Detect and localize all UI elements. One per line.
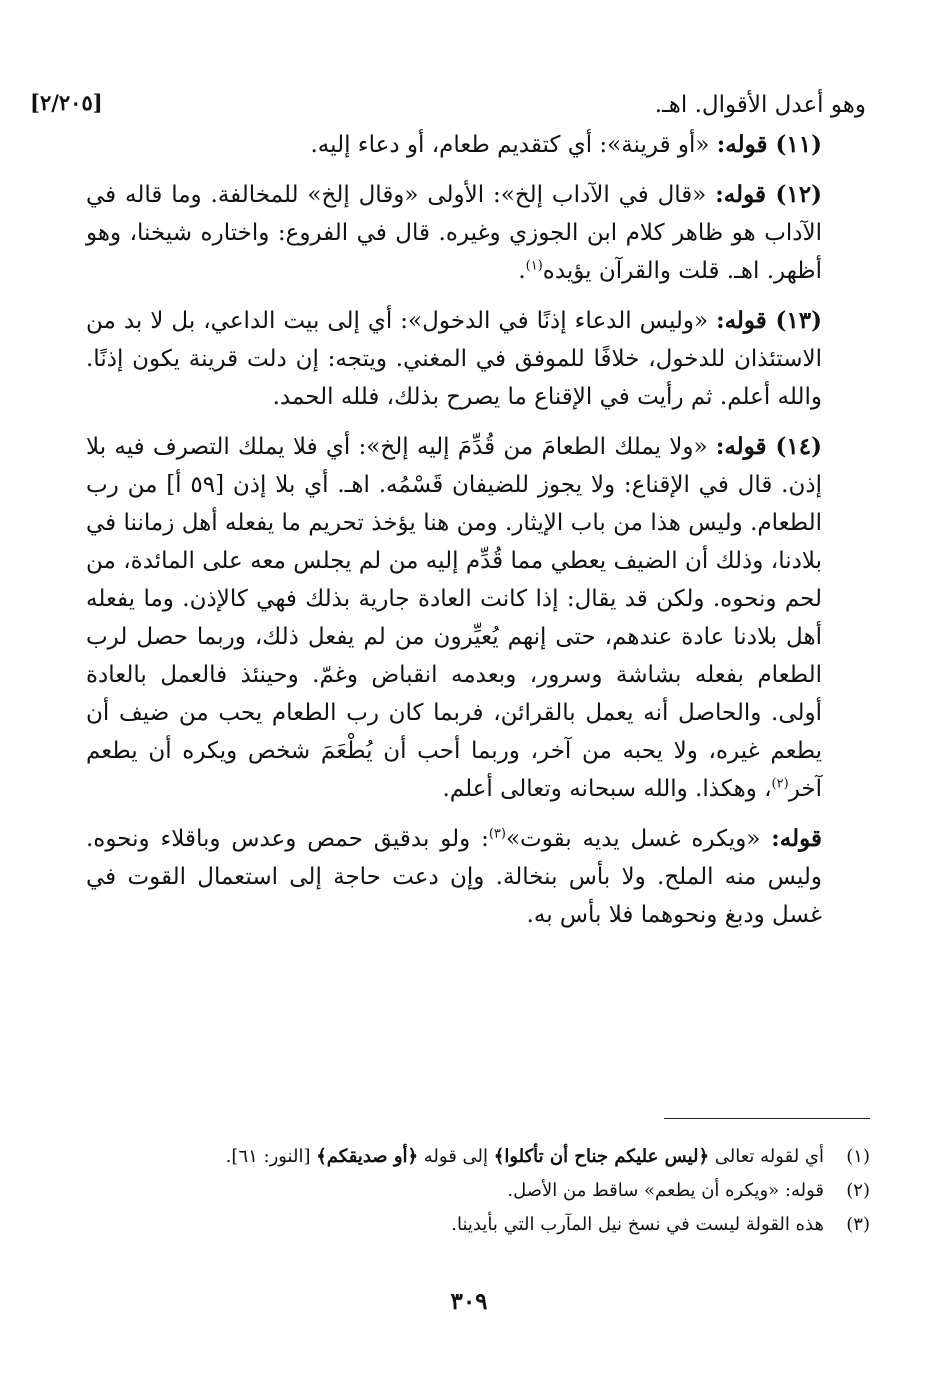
- paragraph-text: «أو قرينة»: أي كتقديم طعام، أو دعاء إليه.: [310, 132, 717, 158]
- paragraph-text-after: ، وهكذا. والله سبحانه وتعالى أعلم.: [442, 776, 772, 802]
- paragraph-text: وهو أعدل الأقوال. اهـ.: [654, 92, 866, 118]
- paragraph-continuation: [86, 86, 866, 124]
- paragraph-label: (١٤) قوله:: [715, 433, 822, 460]
- paragraph-13: [86, 302, 866, 416]
- paragraph-text: «ولا يملك الطعامَ من قُدِّمَ إليه إلخ»: أي فلا يملك التصرف فيه بلا إذن. قال في الإقناع: ولا يجوز للضيفان قَسْمُه. اهـ. أي بلا إذن [٥٩ أ] من رب الطعام. وليس هذا من باب الإيثار. ومن هنا يؤخذ تحريم ما يفعله أهل زماننا في بلادنا، وذلك أن الضيف يعطي مما قُدِّم إليه من لم يجلس معه على المائدة، من لحم ونحوه. ولكن قد يقال: إذا كانت العادة جارية بذلك فهي كالإذن. وما يفعله أهل بلادنا عادة عندهم، حتى إنهم يُعيِّرون من لم يفعل ذلك، وربما حصل لرب الطعام بفعله بشاشة وسرور، وبعدمه انقباض وغمّ. وحينئذ فالعمل بالعادة أولى. والحاصل أنه يعمل بالقرائن، فربما كان رب الطعام يحب من ضيف أن يطعم غيره، ولا يحبه من آخر، وربما أحب أن يُطْعَمَ شخص ويكره أن يطعم آخر: [86, 434, 823, 802]
- volume-page-reference: [٢/٢٠٥]: [30, 90, 103, 115]
- quran-quote: ﴿ليس عليكم جناح أن تأكلوا﴾: [493, 1146, 710, 1167]
- footnote-3: [86, 1208, 870, 1242]
- paragraph-12: [86, 176, 866, 290]
- footnote-number: (٢): [846, 1180, 870, 1201]
- paragraph-label: (١١) قوله:: [716, 131, 822, 158]
- paragraph-11: [86, 126, 866, 164]
- footnote-text: [226, 1140, 824, 1174]
- paragraph-qawluhu: [86, 820, 866, 934]
- footnote-marker: (٣): [488, 826, 506, 842]
- footnote-1: [86, 1140, 870, 1174]
- footnote-number: (١): [846, 1146, 870, 1167]
- paragraph-text-after: .: [518, 258, 526, 284]
- footnote-marker: (١): [525, 258, 543, 274]
- paragraph-label: قوله:: [771, 825, 822, 852]
- footnote-number: (٣): [846, 1214, 870, 1235]
- paragraph-label: (١٣) قوله:: [716, 307, 822, 334]
- footnote-text: هذه القولة ليست في نسخ نيل المآرب التي بأيدينا.: [451, 1214, 824, 1235]
- footnotes: [86, 1140, 870, 1242]
- paragraph-text: «ويكره غسل يديه بقوت»: [505, 826, 772, 852]
- footnote-text-part: [النور: ٦١].: [225, 1146, 317, 1167]
- quran-quote: ﴿أو صديقكم﴾: [316, 1146, 419, 1167]
- paragraph-text-after: : ولو بدقيق حمص وعدس وباقلاء ونحوه. وليس منه الملح. ولا بأس بنخالة. وإن دعت حاجة إلى استعمال القوت في غسل ودبغ ونحوهما فلا بأس به.: [86, 826, 822, 928]
- footnote-text: قوله: «ويكره أن يطعم» ساقط من الأصل.: [507, 1180, 824, 1201]
- paragraph-14: [86, 428, 866, 808]
- main-text: [86, 86, 866, 946]
- page-number: ٣٠٩: [450, 1288, 488, 1315]
- footnote-divider: [664, 1118, 870, 1119]
- footnote-marker: (٢): [771, 776, 789, 792]
- paragraph-text: «وليس الدعاء إذنًا في الدخول»: أي إلى بيت الداعي، بل لا بد من الاستئذان للدخول، خلافًا للموفق في المغني. ويتجه: إن دلت قرينة يكون إذنًا. والله أعلم. ثم رأيت في الإقناع ما يصرح بذلك، فلله الحمد.: [86, 308, 822, 410]
- footnote-2: [86, 1174, 870, 1208]
- footnote-text-part: إلى قوله: [418, 1146, 494, 1167]
- footnote-text-part: أي لقوله تعالى: [709, 1146, 824, 1167]
- paragraph-text: «قال في الآداب إلخ»: الأولى «وقال إلخ» للمخالفة. وما قاله في الآداب هو ظاهر كلام ابن الجوزي وغيره. قال في الفروع: واختاره شيخنا، وهو أظهر. اهـ. قلت والقرآن يؤيده: [86, 182, 822, 284]
- paragraph-label: (١٢) قوله:: [715, 181, 822, 208]
